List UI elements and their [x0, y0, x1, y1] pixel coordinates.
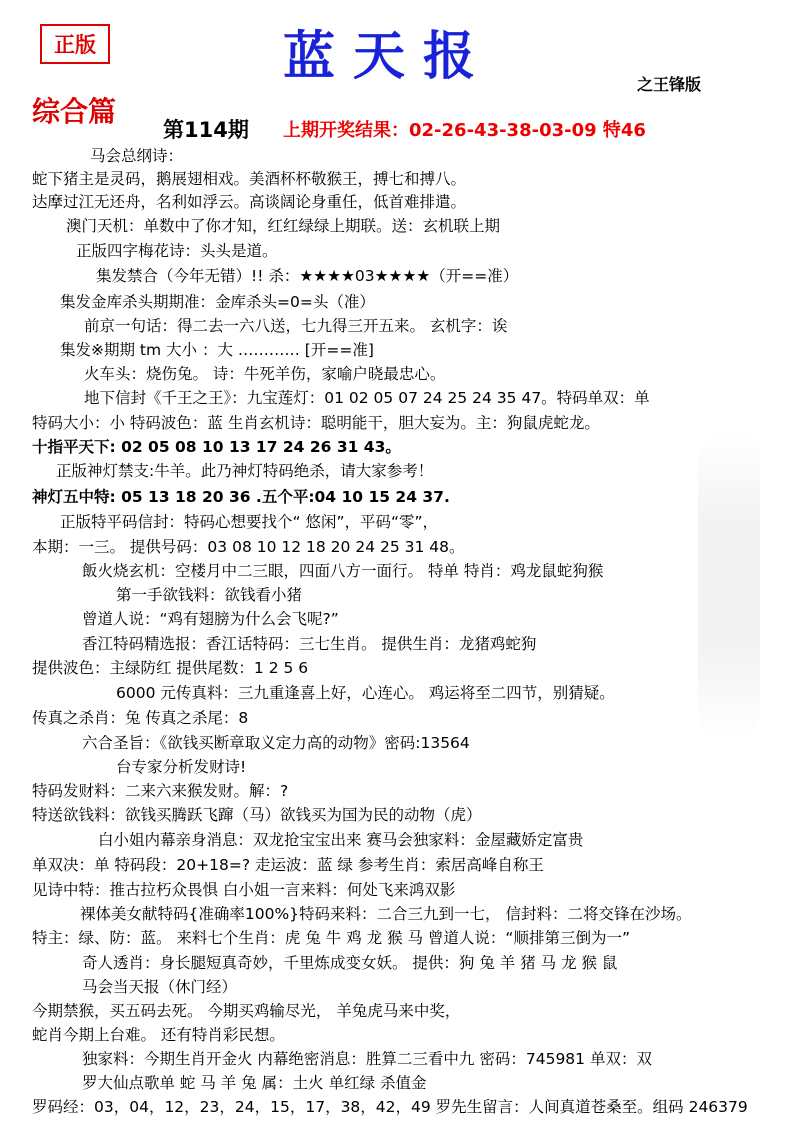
text-line: 本期：一三。 提供号码：03 08 10 12 18 20 24 25 31 48。 [32, 538, 465, 556]
text-line: 蛇下猪主是灵码，鹅展翅相戏。美酒杯杯敬猴王，搏七和搏八。 [32, 170, 467, 188]
newspaper-title: 蓝天报 [283, 26, 494, 87]
text-line: 独家料：今期生肖开金火 内幕绝密消息：胜算二三看中九 密码：745981 单双：双 [82, 1050, 652, 1068]
text-line: 第一手欲钱料：欲钱看小猪 [116, 586, 303, 604]
text-line: 特码发财料：二来六来猴发财。解：? [32, 782, 289, 800]
text-line: 特码大小：小 特码波色：蓝 生肖玄机诗：聪明能干，胆大妄为。主：狗鼠虎蛇龙。 [32, 414, 600, 432]
text-line: 正版特平码信封：特码心想要找个“ 悠闲”，平码“零”， [60, 513, 439, 531]
text-line: 达摩过江无还舟，名利如浮云。高谈阔论身重任，低首难排遣。 [32, 193, 467, 211]
text-line: 特送欲钱料：欲钱买腾跃飞蹿（马）欲钱买为国为民的动物（虎） [32, 806, 482, 824]
edition-label: 之王锋版 [637, 75, 702, 94]
text-line: 单双决：单 特码段：20+18=? 走运波：蓝 绿 参考生肖：索居高峰自称王 [32, 856, 544, 874]
text-line: 马会总纲诗： [90, 147, 184, 165]
text-line: 特主：绿、防：蓝。 来料七个生肖：虎 兔 牛 鸡 龙 猴 马 曾道人说：“顺排第三倒为一” [32, 929, 630, 947]
text-line: 今期禁猴，买五码去死。 今期买鸡输尽光， 羊兔虎马来中奖， [32, 1002, 461, 1020]
text-line: 六合圣旨：《欲钱买断章取义定力高的动物》密码:13564 [82, 734, 470, 752]
text-line: 火车头：烧伤兔。 诗：牛死羊伤，家喻户晓最忠心。 [84, 365, 446, 383]
last-result: 上期开奖结果：02-26-43-38-03-09 特46 [283, 120, 646, 141]
text-line: 白小姐内幕亲身消息：双龙抢宝宝出来 赛马会独家料：金屋藏娇定富贵 [98, 831, 584, 849]
text-line: 集发禁合（今年无错）!! 杀：★★★★03★★★★（开==准） [96, 267, 519, 285]
text-line: 正版神灯禁支:牛羊。此乃神灯特码绝杀，请大家参考！ [56, 462, 434, 480]
text-line: 罗码经：03，04，12，23，24，15，17，38，42，49 罗先生留言：人间真道苍桑至。组码 246379 [32, 1098, 748, 1116]
text-line: 十指平天下: 02 05 08 10 13 17 24 26 31 43。 [32, 438, 401, 456]
text-line: 集发※期期 tm 大小 ：大 ………… [开==准] [60, 341, 374, 359]
text-line: 集发金库杀头期期准：金库杀头=0=头（准） [60, 293, 375, 311]
text-line: 马会当天报（休门经） [82, 978, 238, 996]
issue-number: 第114期 [163, 118, 249, 142]
text-line: 6000 元传真料：三九重逢喜上好，心连心。 鸡运将至二四节，别猜疑。 [116, 684, 615, 702]
text-line: 罗大仙点歌单 蛇 马 羊 兔 属：土火 单红绿 杀值金 [82, 1074, 427, 1092]
text-line: 裸体美女献特码{准确率100%}特码来料：二合三九到一七， 信封料：二将交锋在沙场。 [80, 905, 692, 923]
text-line: 前京一句话：得二去一六八送，七九得三开五来。 玄机字：诶 [84, 317, 508, 335]
text-line: 澳门天机：单数中了你才知，红红绿绿上期联。送：玄机联上期 [66, 217, 501, 235]
text-line: 曾道人说：“鸡有翅膀为什么会飞呢?” [82, 610, 339, 628]
text-line: 传真之杀肖：兔 传真之杀尾：8 [32, 709, 249, 727]
text-line: 飯火烧玄机：空楼月中二三眼，四面八方一面行。 特单 特肖：鸡龙鼠蛇狗猴 [82, 562, 604, 580]
text-line: 地下信封《千王之王》：九宝莲灯：01 02 05 07 24 25 24 35 47。特码单双：单 [84, 389, 650, 407]
text-line: 神灯五中特: 05 13 18 20 36 .五个平:04 10 15 24 37. [32, 488, 450, 506]
text-line: 蛇肖今期上台难。 还有特肖彩民想。 [32, 1026, 285, 1044]
text-line: 提供波色：主绿防红 提供尾数：1 2 5 6 [32, 659, 309, 677]
text-line: 奇人透肖：身长腿短真奇妙，千里炼成变女妖。 提供：狗 兔 羊 猪 马 龙 猴 鼠 [82, 954, 618, 972]
section-heading: 综合篇 [32, 95, 117, 128]
zhengban-badge: 正版 [40, 24, 110, 64]
text-line: 见诗中特：推古拉朽众畏惧 白小姐一言来料：何处飞来鸿双影 [32, 881, 456, 899]
text-line: 台专家分析发财诗! [116, 758, 247, 776]
text-line: 正版四字梅花诗：头头是道。 [76, 242, 278, 260]
text-line: 香江特码精选报：香江话特码：三七生肖。 提供生肖：龙猪鸡蛇狗 [82, 635, 537, 653]
watermark [698, 430, 760, 740]
